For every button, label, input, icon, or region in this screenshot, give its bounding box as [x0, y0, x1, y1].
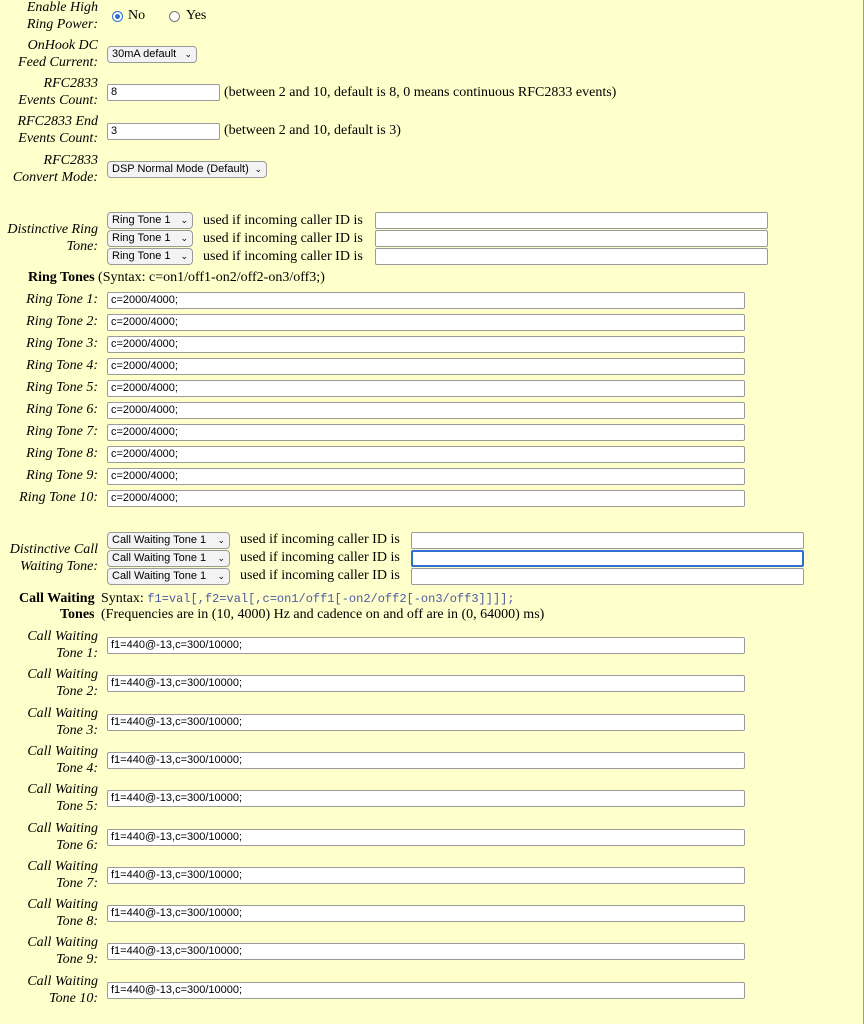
distinctive-ring-caller-id-1[interactable] [375, 212, 768, 229]
cw-tone-input[interactable]: f1=440@-13,c=300/10000; [107, 637, 745, 654]
chevron-down-icon: ⌄ [180, 215, 188, 225]
onhook-dc-select[interactable]: 30mA default ⌄ [107, 46, 197, 63]
cw-tone-label: Call Waiting Tone 6: [27, 820, 98, 853]
rfc2833-end-events-hint: (between 2 and 10, default is 3) [224, 123, 401, 138]
cw-tone-label: Call Waiting Tone 7: [27, 858, 98, 891]
distinctive-cw-caller-id-3[interactable] [411, 568, 804, 585]
ring-tone-label: Ring Tone 5: [26, 380, 98, 395]
rfc2833-end-events-input[interactable]: 3 [107, 123, 220, 140]
ring-tone-input[interactable]: c=2000/4000; [107, 292, 745, 309]
distinctive-ring-label: Distinctive Ring Tone: [7, 222, 98, 254]
ring-tone-label: Ring Tone 10: [19, 490, 98, 505]
ring-tone-input[interactable]: c=2000/4000; [107, 446, 745, 463]
ring-tone-input[interactable]: c=2000/4000; [107, 314, 745, 331]
distinctive-cw-text-1: used if incoming caller ID is [240, 532, 400, 547]
ring-tones-syntax: (Syntax: c=on1/off1-on2/off2-on3/off3;) [98, 270, 325, 285]
cw-tone-input[interactable]: f1=440@-13,c=300/10000; [107, 982, 745, 999]
cw-tone-input[interactable]: f1=440@-13,c=300/10000; [107, 867, 745, 884]
ring-tones-heading [28, 269, 325, 286]
rfc2833-events-input[interactable]: 8 [107, 84, 220, 101]
ring-tone-input[interactable]: c=2000/4000; [107, 402, 745, 419]
ring-tone-input[interactable]: c=2000/4000; [107, 380, 745, 397]
rfc2833-end-events-label: RFC2833 End Events Count: [17, 114, 98, 146]
cw-tone-label: Call Waiting Tone 3: [27, 705, 98, 738]
cw-tone-input[interactable]: f1=440@-13,c=300/10000; [107, 675, 745, 692]
cw-tone-input[interactable]: f1=440@-13,c=300/10000; [107, 905, 745, 922]
distinctive-cw-text-2: used if incoming caller ID is [240, 550, 400, 565]
distinctive-ring-text-3: used if incoming caller ID is [203, 249, 363, 264]
cw-tone-label: Call Waiting Tone 5: [27, 782, 98, 815]
ring-tone-label: Ring Tone 1: [26, 292, 98, 307]
cw-tone-input[interactable]: f1=440@-13,c=300/10000; [107, 943, 745, 960]
distinctive-cw-caller-id-1[interactable] [411, 532, 804, 549]
ring-tone-label: Ring Tone 8: [26, 446, 98, 461]
ring-tone-input[interactable]: c=2000/4000; [107, 358, 745, 375]
rfc2833-events-label: RFC2833 Events Count: [18, 76, 98, 108]
cw-tone-label: Call Waiting Tone 9: [27, 935, 98, 968]
cw-tone-input[interactable]: f1=440@-13,c=300/10000; [107, 714, 745, 731]
ring-tone-input[interactable]: c=2000/4000; [107, 424, 745, 441]
rfc2833-events-hint: (between 2 and 10, default is 8, 0 means continuous RFC2833 events) [224, 85, 617, 100]
chevron-down-icon: ⌄ [254, 164, 262, 174]
ring-tone-label: Ring Tone 7: [26, 424, 98, 439]
distinctive-ring-caller-id-2[interactable] [375, 230, 768, 247]
high-ring-power-yes-label[interactable]: Yes [186, 8, 207, 23]
cw-tone-input[interactable]: f1=440@-13,c=300/10000; [107, 829, 745, 846]
chevron-down-icon: ⌄ [184, 49, 192, 59]
distinctive-ring-caller-id-3[interactable] [375, 248, 768, 265]
cw-tone-label: Call Waiting Tone 4: [27, 743, 98, 776]
ring-tone-label: Ring Tone 6: [26, 402, 98, 417]
cw-tone-input[interactable]: f1=440@-13,c=300/10000; [107, 752, 745, 769]
distinctive-ring-text-2: used if incoming caller ID is [203, 231, 363, 246]
cw-tones-title-line1: Call Waiting [19, 591, 95, 606]
ring-tone-label: Ring Tone 4: [26, 358, 98, 373]
high-ring-power-no-label[interactable]: No [128, 8, 146, 23]
cw-tone-label: Call Waiting Tone 2: [27, 667, 98, 700]
distinctive-cw-label: Distinctive Call Waiting Tone: [9, 542, 98, 574]
chevron-down-icon: ⌄ [217, 571, 225, 581]
onhook-dc-label: OnHook DC Feed Current: [18, 38, 98, 70]
distinctive-ring-text-1: used if incoming caller ID is [203, 213, 363, 228]
cw-tones-title-line2: Tones [60, 607, 95, 622]
ring-tone-label: Ring Tone 2: [26, 314, 98, 329]
high-ring-power-label: Enable High Ring Power: [26, 0, 98, 32]
ring-tone-label: Ring Tone 3: [26, 336, 98, 351]
chevron-down-icon: ⌄ [180, 233, 188, 243]
cw-tone-input[interactable]: f1=440@-13,c=300/10000; [107, 790, 745, 807]
ring-tone-input[interactable]: c=2000/4000; [107, 468, 745, 485]
high-ring-power-yes-radio[interactable] [169, 11, 180, 22]
distinctive-ring-select-1[interactable]: Ring Tone 1 ⌄ [107, 212, 193, 229]
cw-tone-label: Call Waiting Tone 10: [27, 973, 98, 1006]
ring-tone-input[interactable]: c=2000/4000; [107, 336, 745, 353]
distinctive-cw-text-3: used if incoming caller ID is [240, 568, 400, 583]
cw-tones-note: (Frequencies are in (10, 4000) Hz and cadence on and off are in (0, 64000) ms) [101, 607, 545, 622]
cw-tones-syntax-code: f1=val[,f2=val[,c=on1/off1[-on2/off2[-on3/off3]]]]; [147, 592, 515, 606]
ring-tone-input[interactable]: c=2000/4000; [107, 490, 745, 507]
cw-tones-syntax-label: Syntax: f1=val[,f2=val[,c=on1/off1[-on2/off2[-on3/off3]]]]; [101, 591, 515, 606]
ring-tones-title: Ring Tones [28, 270, 95, 285]
distinctive-cw-caller-id-2[interactable] [411, 550, 804, 567]
rfc2833-convert-select[interactable]: DSP Normal Mode (Default) ⌄ [107, 161, 267, 178]
cw-tone-label: Call Waiting Tone 8: [27, 897, 98, 930]
cw-tone-label: Call Waiting Tone 1: [27, 629, 98, 661]
chevron-down-icon: ⌄ [217, 535, 225, 545]
distinctive-ring-select-3[interactable]: Ring Tone 1 ⌄ [107, 248, 193, 265]
ring-tone-label: Ring Tone 9: [26, 468, 98, 483]
high-ring-power-no-radio[interactable] [112, 11, 123, 22]
rfc2833-convert-label: RFC2833 Convert Mode: [12, 153, 98, 185]
chevron-down-icon: ⌄ [180, 251, 188, 261]
distinctive-cw-select-1[interactable]: Call Waiting Tone 1 ⌄ [107, 532, 230, 549]
distinctive-ring-select-2[interactable]: Ring Tone 1 ⌄ [107, 230, 193, 247]
chevron-down-icon: ⌄ [217, 553, 225, 563]
distinctive-cw-select-2[interactable]: Call Waiting Tone 1 ⌄ [107, 550, 230, 567]
distinctive-cw-select-3[interactable]: Call Waiting Tone 1 ⌄ [107, 568, 230, 585]
